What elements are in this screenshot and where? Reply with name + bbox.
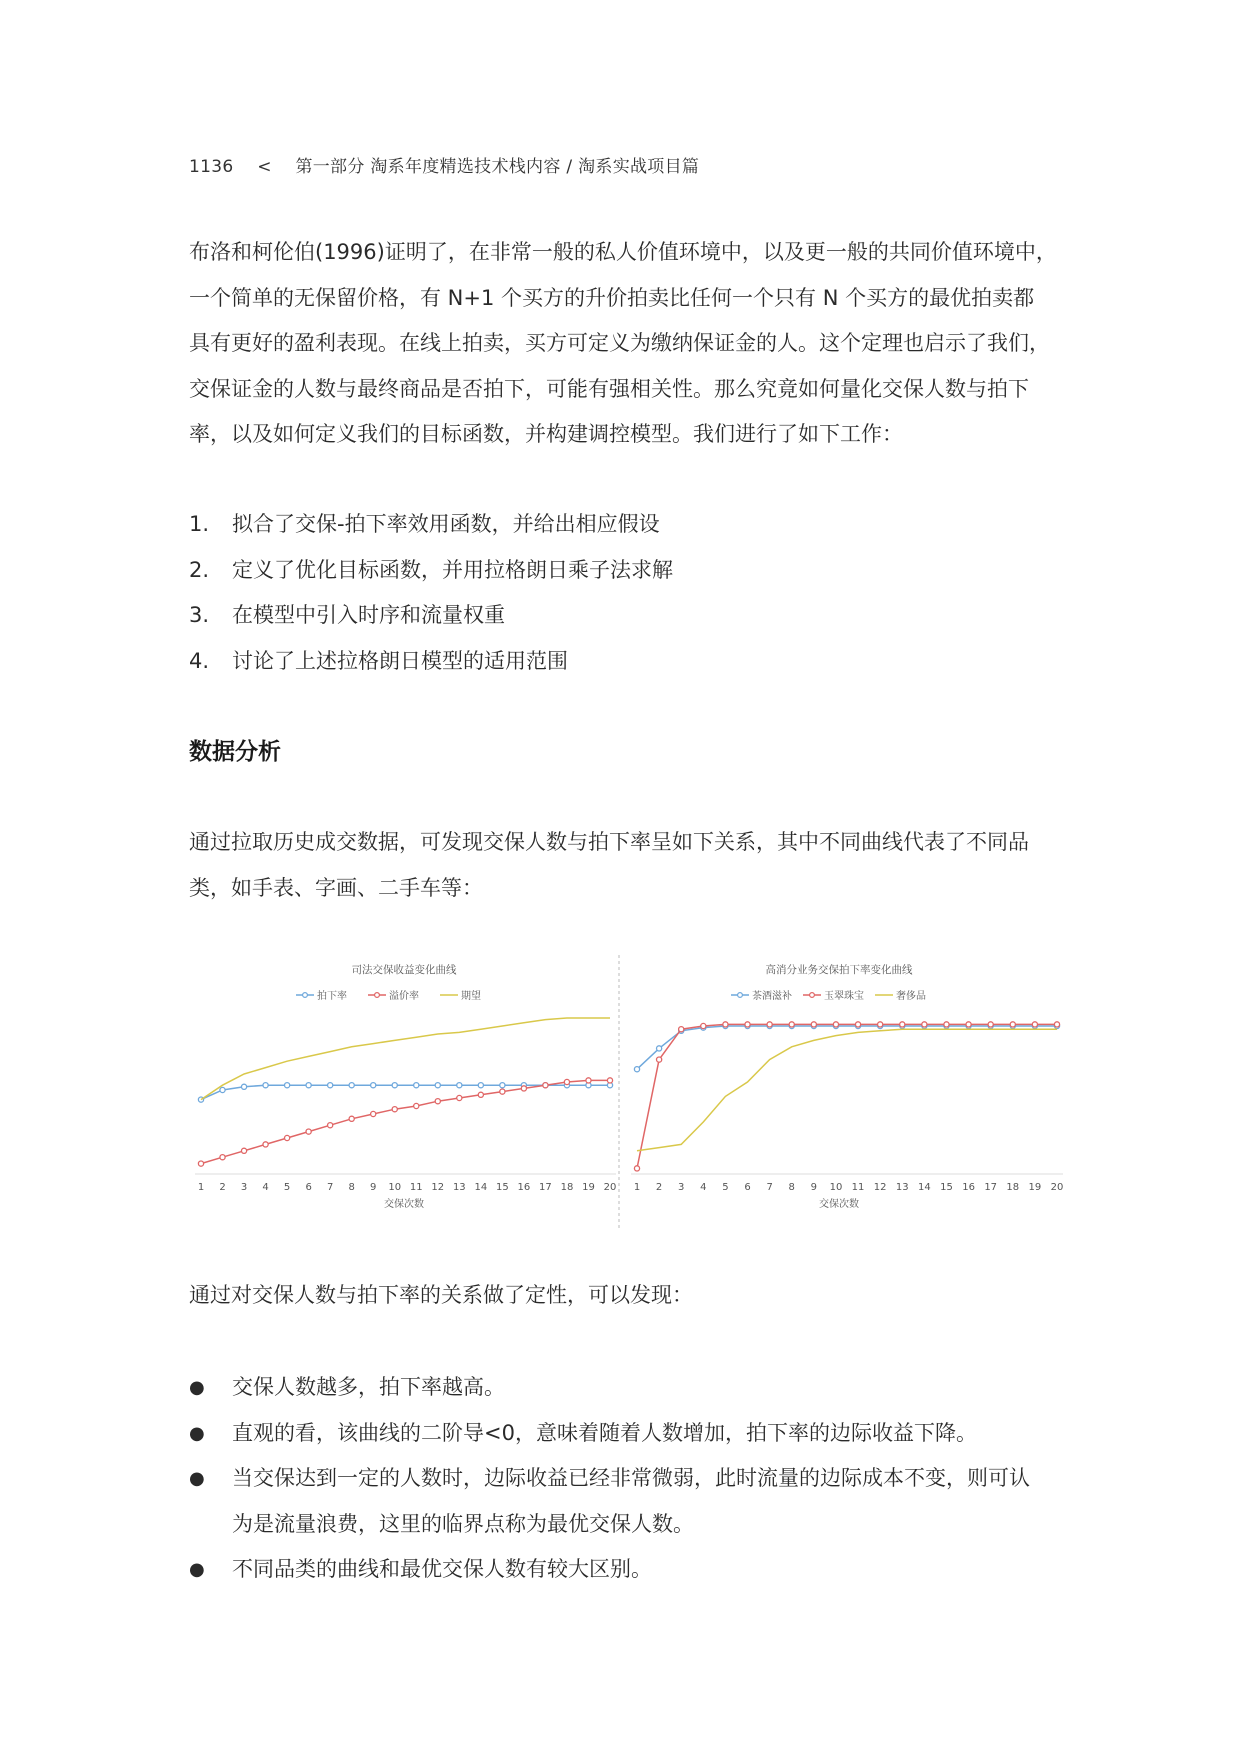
x-tick-label: 5 <box>283 1182 291 1193</box>
data-point <box>220 1087 225 1092</box>
data-point <box>349 1083 354 1088</box>
data-point <box>263 1083 268 1088</box>
legend-label: 拍下率 <box>317 991 347 1002</box>
data-point <box>328 1083 333 1088</box>
data-point <box>634 1166 639 1171</box>
text-line: 一个简单的无保留价格，有 N+1 个买方的升价拍卖比任何一个只有 N 个买方的最优拍卖都 <box>189 285 1035 310</box>
list-item <box>189 1411 1069 1457</box>
list-text <box>232 1547 1069 1593</box>
data-point <box>634 1067 639 1072</box>
list-item <box>189 639 1069 685</box>
data-point <box>586 1078 591 1083</box>
x-tick-label: 18 <box>560 1182 574 1193</box>
x-tick-label: 7 <box>326 1182 334 1193</box>
data-point <box>723 1022 728 1027</box>
data-point <box>922 1022 927 1027</box>
x-tick-label: 16 <box>517 1182 531 1193</box>
data-point <box>349 1116 354 1121</box>
x-tick-label: 3 <box>240 1182 248 1193</box>
legend-label: 奢侈品 <box>896 991 926 1002</box>
x-tick-label: 13 <box>895 1182 909 1193</box>
list-text <box>232 1411 1069 1457</box>
list-text: 在模型中引入时序和流量权重 <box>232 603 505 627</box>
text-line: 布洛和柯伦伯(1996)证明了，在非常一般的私人价值环境中，以及更一般的共同价值环境中， <box>189 240 1057 264</box>
series-line <box>637 1029 1057 1151</box>
data-point <box>414 1103 419 1108</box>
x-tick-label: 6 <box>305 1182 312 1193</box>
data-point <box>679 1027 684 1032</box>
x-tick-label: 4 <box>262 1182 269 1193</box>
work-list <box>189 502 1069 684</box>
x-tick-label: 11 <box>409 1182 423 1193</box>
x-tick-label: 11 <box>851 1182 865 1193</box>
x-tick-label: 15 <box>940 1182 953 1193</box>
bullet-icon: ● <box>189 1377 205 1398</box>
data-point <box>500 1089 505 1094</box>
list-number: 1. <box>189 512 210 536</box>
legend-marker <box>810 993 815 998</box>
text-line: 类，如手表、字画、二手车等： <box>189 875 483 900</box>
x-tick-label: 6 <box>744 1182 751 1193</box>
legend-label: 溢价率 <box>389 991 419 1002</box>
data-point <box>435 1099 440 1104</box>
series-line <box>201 1085 610 1099</box>
chart-title: 高消分业务交保拍下率变化曲线 <box>765 964 913 976</box>
x-tick-label: 10 <box>829 1182 843 1193</box>
legend-label: 期望 <box>461 991 481 1002</box>
list-number: 4. <box>189 648 210 673</box>
header-title: 第一部分 淘系年度精选技术栈内容 / 淘系实战项目篇 <box>295 157 700 177</box>
x-tick-label: 19 <box>582 1182 595 1193</box>
series-line <box>637 1024 1057 1168</box>
data-point <box>263 1142 268 1147</box>
x-tick-label: 12 <box>873 1182 887 1193</box>
text-line: 交保人数越多，拍下率越高。 <box>232 1375 505 1399</box>
data-point <box>564 1079 569 1084</box>
data-point <box>811 1022 816 1027</box>
list-item <box>189 502 1069 548</box>
data-point <box>855 1022 860 1027</box>
x-tick-label: 16 <box>962 1182 975 1193</box>
data-point <box>241 1084 246 1089</box>
data-point <box>328 1123 333 1128</box>
series-line <box>201 1080 610 1163</box>
x-tick-label: 2 <box>219 1182 226 1193</box>
x-tick-label: 17 <box>984 1182 998 1193</box>
data-point <box>371 1083 376 1088</box>
data-point <box>285 1083 290 1088</box>
data-point <box>657 1057 662 1062</box>
x-tick-label: 20 <box>603 1182 617 1193</box>
data-point <box>988 1022 993 1027</box>
x-tick-label: 9 <box>810 1182 818 1193</box>
data-point <box>607 1078 612 1083</box>
x-tick-label: 17 <box>539 1182 552 1193</box>
data-point <box>241 1148 246 1153</box>
x-tick-label: 8 <box>788 1182 795 1193</box>
list-item <box>189 593 1069 639</box>
data-point <box>745 1022 750 1027</box>
x-tick-label: 8 <box>348 1182 355 1193</box>
data-point <box>543 1083 548 1088</box>
page-number: 1136 <box>189 157 234 177</box>
data-point <box>392 1107 397 1112</box>
conclusion-intro <box>189 1273 1069 1319</box>
intro-paragraph <box>189 230 1069 458</box>
data-point <box>414 1083 419 1088</box>
list-text <box>232 1456 1069 1547</box>
data-point <box>306 1083 311 1088</box>
x-tick-label: 2 <box>655 1182 663 1193</box>
text-line: 具有更好的盈利表现。在线上拍卖，买方可定义为缴纳保证金的人。这个定理也启示了我们， <box>189 331 1050 355</box>
x-tick-label: 15 <box>496 1182 509 1193</box>
data-point <box>521 1086 526 1091</box>
data-point <box>944 1022 949 1027</box>
x-tick-label: 5 <box>722 1182 729 1193</box>
header-separator: < <box>257 157 272 177</box>
data-point <box>220 1155 225 1160</box>
x-tick-label: 12 <box>431 1182 445 1193</box>
text-line: 率，以及如何定义我们的目标函数，并构建调控模型。我们进行了如下工作： <box>189 422 903 446</box>
text-line: 通过对交保人数与拍下率的关系做了定性，可以发现： <box>189 1283 693 1307</box>
data-point <box>878 1022 883 1027</box>
data-point <box>701 1023 706 1028</box>
x-axis-label: 交保次数 <box>819 1199 859 1210</box>
x-tick-label: 20 <box>1050 1182 1064 1193</box>
text-line: 交保证金的人数与最终商品是否拍下，可能有强相关性。那么究竟如何量化交保人数与拍下 <box>189 376 1029 401</box>
list-item <box>189 548 1069 594</box>
data-point <box>285 1135 290 1140</box>
x-tick-label: 14 <box>474 1182 488 1193</box>
x-tick-label: 13 <box>452 1182 466 1193</box>
x-tick-label: 14 <box>918 1182 931 1193</box>
section-title: 数据分析 <box>189 739 281 765</box>
list-text: 定义了优化目标函数，并用拉格朗日乘子法求解 <box>232 557 673 582</box>
x-tick-label: 7 <box>766 1182 773 1193</box>
text-line: 通过拉取历史成交数据，可发现交保人数与拍下率呈如下关系，其中不同曲线代表了不同品 <box>189 830 1029 854</box>
data-point <box>457 1083 462 1088</box>
data-point <box>500 1083 505 1088</box>
data-point <box>1010 1022 1015 1027</box>
series-line <box>201 1018 610 1100</box>
data-point <box>966 1022 971 1027</box>
legend-label: 玉翠珠宝 <box>824 991 864 1002</box>
text-line: 当交保达到一定的人数时，边际收益已经非常微弱，此时流量的边际成本不变，则可认 <box>232 1466 1030 1490</box>
x-tick-label: 18 <box>1006 1182 1020 1193</box>
list-item <box>189 1456 1069 1547</box>
list-text: 拟合了交保-拍下率效用函数，并给出相应假设 <box>232 512 660 536</box>
list-item <box>189 1547 1069 1593</box>
data-point <box>478 1083 483 1088</box>
data-point <box>1054 1022 1059 1027</box>
bullet-icon: ● <box>189 1422 205 1444</box>
text-line: 不同品类的曲线和最优交保人数有较大区别。 <box>232 1557 652 1581</box>
data-point <box>457 1095 462 1100</box>
x-tick-label: 9 <box>370 1182 377 1193</box>
legend-label: 茶酒滋补 <box>752 991 792 1002</box>
data-point <box>392 1083 397 1088</box>
data-point <box>657 1046 662 1051</box>
analysis-paragraph <box>189 820 1069 911</box>
data-point <box>833 1022 838 1027</box>
data-point <box>371 1111 376 1116</box>
x-tick-label: 19 <box>1028 1182 1042 1193</box>
data-point <box>1032 1022 1037 1027</box>
x-tick-label: 1 <box>633 1182 641 1193</box>
list-number: 2. <box>189 557 210 582</box>
x-tick-label: 4 <box>700 1182 707 1193</box>
legend-marker <box>375 993 380 998</box>
list-text: 讨论了上述拉格朗日模型的适用范围 <box>232 648 568 673</box>
data-point <box>306 1129 311 1134</box>
bullet-icon: ● <box>189 1559 205 1580</box>
list-item <box>189 1365 1069 1411</box>
findings-list <box>189 1365 1069 1593</box>
series-line <box>637 1026 1057 1069</box>
data-point <box>435 1083 440 1088</box>
legend-marker <box>738 993 743 998</box>
chart-title: 司法交保收益变化曲线 <box>351 964 457 976</box>
data-point <box>900 1022 905 1027</box>
list-number: 3. <box>189 603 210 627</box>
chart-svg <box>189 955 1069 1230</box>
x-tick-label: 1 <box>197 1182 205 1193</box>
data-point <box>789 1022 794 1027</box>
data-point <box>478 1092 483 1097</box>
data-point <box>198 1161 203 1166</box>
data-point <box>767 1022 772 1027</box>
chart-figure <box>189 955 1069 1230</box>
x-tick-label: 3 <box>678 1182 685 1193</box>
page-header <box>189 152 699 177</box>
x-axis-label: 交保次数 <box>384 1199 424 1210</box>
list-text <box>232 1365 1069 1411</box>
x-tick-label: 10 <box>388 1182 402 1193</box>
bullet-icon: ● <box>189 1468 205 1489</box>
legend-marker <box>303 993 308 998</box>
text-line: 为是流量浪费，这里的临界点称为最优交保人数。 <box>232 1511 694 1536</box>
text-line: 直观的看，该曲线的二阶导<0，意味着随着人数增加，拍下率的边际收益下降。 <box>232 1420 977 1445</box>
